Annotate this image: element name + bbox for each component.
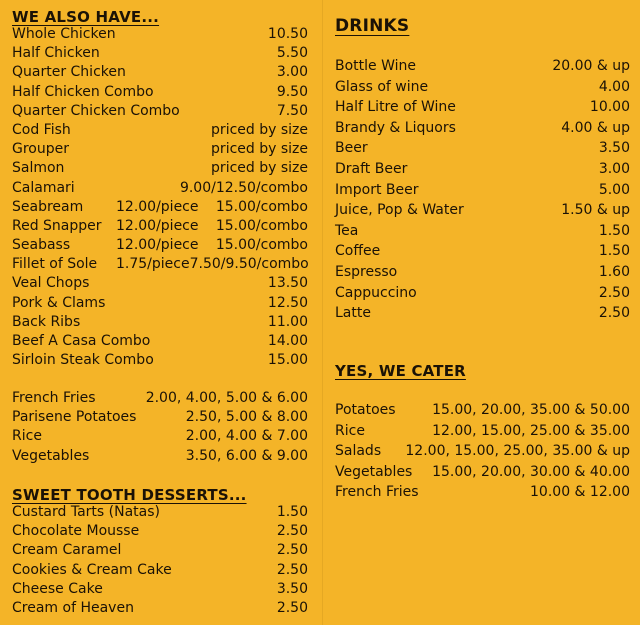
menu-item-row [12,274,308,293]
item-name: Cream of Heaven [12,599,134,616]
menu-item-row [335,200,630,221]
menu-item-row [12,294,308,313]
item-name: Half Chicken Combo [12,83,154,100]
menu-item-row [335,262,630,283]
item-price: 1.50 [276,504,308,520]
item-name: Parisene Potatoes [12,409,137,426]
item-price: 1.50 & up [561,202,630,219]
item-price: 15.00, 20.00, 35.00 & 50.00 [432,402,630,418]
item-price: priced by size [211,141,308,158]
item-price: 3.50, 6.00 & 9.00 [185,447,308,464]
item-price: 2.50 [598,305,630,322]
item-name: Coffee [335,243,381,260]
menu-item-row [335,241,630,262]
item-price: 2.50 [276,561,308,578]
item-price: 20.00 & up [552,58,630,74]
item-name: Cod Fish [12,121,71,138]
item-name: Seabass [12,237,71,254]
item-price: 14.00 [267,333,308,349]
item-name: Latte [335,305,371,322]
item-name: Chocolate Mousse [12,523,140,540]
drinks-list [335,56,630,324]
item-name: Vegetables [12,447,90,464]
column-divider [322,0,323,625]
item-name: Brandy & Liquors [335,119,456,136]
menu-item-row [335,56,630,77]
item-name: Bottle Wine [335,58,417,74]
menu-item-row [12,408,308,427]
item-name: Whole Chicken [12,26,116,42]
mains-list [12,25,308,370]
we-also-have-heading: WE ALSO HAVE... [12,8,160,26]
item-price-per-piece: 12.00/piece [116,217,199,234]
item-price-combo: 15.00/combo [215,237,308,254]
item-price: 2.50, 5.00 & 8.00 [185,409,308,426]
item-name: Potatoes [335,402,396,418]
menu-item-row [12,102,308,121]
menu-item-row [12,236,308,255]
item-price: 2.00, 4.00, 5.00 & 6.00 [145,390,308,406]
menu-item-row [12,198,308,217]
menu-item-row [12,140,308,159]
item-name: Beef A Casa Combo [12,333,151,349]
sides-list [12,389,308,466]
item-name: Juice, Pop & Water [335,202,464,219]
item-price-combo: 15.00/combo [215,198,308,215]
item-name: Cheese Cake [12,580,103,597]
menu-item-row [12,522,308,541]
item-price: 9.00/12.50/combo [179,179,308,196]
item-name: Draft Beer [335,160,408,177]
menu-item-row [335,303,630,324]
menu-item-row [335,441,630,462]
item-price-per-piece: 12.00/piece [116,237,199,254]
item-name: Cream Caramel [12,542,122,559]
item-name: Seabream [12,198,84,215]
desserts-heading: SWEET TOOTH DESSERTS... [12,486,247,504]
item-name: Half Litre of Wine [335,99,456,116]
item-name: Glass of wine [335,78,429,95]
menu-item-row [12,580,308,599]
item-name: Salmon [12,160,65,177]
menu-item-row [335,97,630,118]
item-name: French Fries [12,390,96,406]
menu-item-row [12,83,308,102]
item-price: 15.00 [267,352,308,369]
item-name: Rice [335,422,365,439]
menu-item-row [12,447,308,466]
item-price-per-piece: 1.75/piece [116,256,190,273]
item-name: Rice [12,428,42,445]
item-price: priced by size [211,160,308,177]
item-price: 1.50 [598,222,630,239]
item-name: Espresso [335,263,398,280]
menu-item-row [12,541,308,560]
item-price: 12.00, 15.00, 25.00, 35.00 & up [405,443,630,460]
item-name: Half Chicken [12,45,100,62]
item-price: 10.50 [267,26,308,42]
menu-item-row [335,159,630,180]
item-price: 10.00 & 12.00 [530,484,630,501]
item-name: Salads [335,443,382,460]
item-price: 3.50 [276,580,308,597]
item-price: 7.50 [276,102,308,119]
item-price: priced by size [211,121,308,138]
item-price-combo: 7.50/9.50/combo [189,256,309,273]
item-price: 12.50 [267,294,308,311]
menu-item-row [12,217,308,236]
item-price: 2.00, 4.00 & 7.00 [185,428,308,445]
item-price: 1.50 [598,243,630,260]
item-name: Grouper [12,141,69,158]
item-name: French Fries [335,484,419,501]
menu-item-row [12,179,308,198]
item-name: Import Beer [335,181,419,198]
item-price-per-piece: 12.00/piece [116,198,199,215]
item-name: Calamari [12,179,75,196]
desserts-list [12,503,308,618]
item-price: 15.00, 20.00, 30.00 & 40.00 [432,463,630,480]
item-name: Quarter Chicken Combo [12,102,180,119]
menu-item-row [12,332,308,351]
item-name: Cappuccino [335,284,417,301]
cater-heading: YES, WE CATER [335,362,466,380]
item-price: 2.50 [276,599,308,616]
menu-item-row [335,118,630,139]
menu-item-row [335,77,630,98]
menu-item-row [12,25,308,44]
item-name: Quarter Chicken [12,64,126,81]
menu-item-row [335,221,630,242]
item-price: 5.50 [276,45,308,62]
item-name: Red Snapper [12,217,102,234]
item-price: 12.00, 15.00, 25.00 & 35.00 [432,422,630,439]
item-name: Beer [335,140,368,157]
item-price: 10.00 [589,99,630,116]
menu-item-row [12,503,308,522]
item-name: Veal Chops [12,275,90,292]
item-price: 1.60 [598,263,630,280]
item-name: Sirloin Steak Combo [12,352,154,369]
drinks-heading: DRINKS [335,16,410,36]
menu-item-row [12,159,308,178]
item-price: 2.50 [276,523,308,540]
menu-item-row [12,44,308,63]
item-price: 3.00 [276,64,308,81]
item-name: Cookies & Cream Cake [12,561,172,578]
menu-item-row [12,63,308,82]
item-price: 11.00 [267,313,308,330]
item-name: Vegetables [335,463,413,480]
menu-item-row [12,351,308,370]
menu-item-row [335,482,630,503]
menu-item-row [335,400,630,421]
item-name: Custard Tarts (Natas) [12,504,160,520]
item-name: Fillet of Sole [12,256,98,273]
item-price: 4.00 [598,78,630,95]
menu-item-row [335,462,630,483]
menu-item-row [12,121,308,140]
menu-item-row [12,389,308,408]
menu-item-row [12,561,308,580]
menu-item-row [12,313,308,332]
menu-item-row [12,599,308,618]
cater-list [335,400,630,503]
item-name: Back Ribs [12,313,81,330]
item-name: Pork & Clams [12,294,106,311]
menu-item-row [335,283,630,304]
menu-item-row [335,421,630,442]
menu-item-row [335,180,630,201]
item-name: Tea [335,222,359,239]
menu-item-row [12,427,308,446]
item-price: 3.50 [598,140,630,157]
item-price: 2.50 [598,284,630,301]
menu-item-row [335,138,630,159]
menu-item-row [12,255,308,274]
item-price: 13.50 [267,275,308,292]
item-price: 3.00 [598,160,630,177]
item-price-combo: 15.00/combo [215,217,308,234]
item-price: 4.00 & up [561,119,630,136]
item-price: 9.50 [276,83,308,100]
item-price: 2.50 [276,542,308,559]
item-price: 5.00 [598,181,630,198]
